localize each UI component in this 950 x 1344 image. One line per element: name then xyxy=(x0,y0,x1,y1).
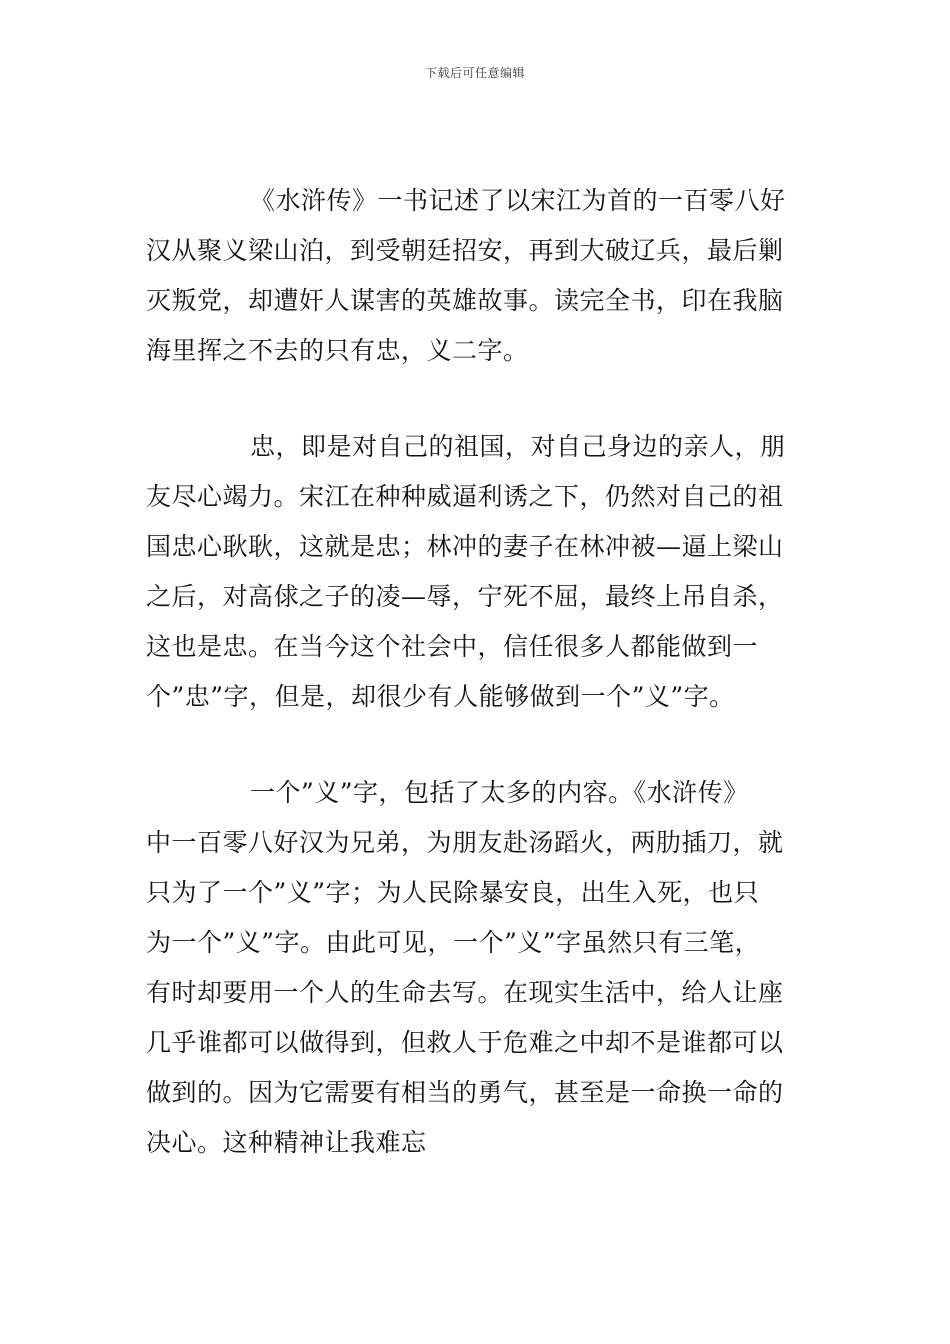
text-line: 只为了一个”义”字；为人民除暴安良，出生入死，也只 xyxy=(146,878,760,907)
text-line: 几乎谁都可以做得到，但救人于危难之中却不是谁都可以 xyxy=(146,1028,784,1057)
text-line: 海里挥之不去的只有忠，义二字。 xyxy=(146,336,529,365)
text-line: 做到的。因为它需要有相当的勇气，甚至是一命换一命的 xyxy=(146,1078,784,1107)
text-line: 个”忠”字，但是，却很少有人能够做到一个”义”字。 xyxy=(146,682,735,711)
text-line: 友尽心竭力。宋江在种种威逼利诱之下，仍然对自己的祖 xyxy=(146,482,784,511)
paragraph-3 xyxy=(146,768,816,1168)
text-line: 国忠心耿耿，这就是忠；林冲的妻子在林冲被—逼上梁山 xyxy=(146,532,784,561)
page-header-note: 下载后可任意编辑 xyxy=(424,66,525,80)
paragraph-1 xyxy=(146,176,816,376)
document-body xyxy=(146,176,816,1214)
text-line: 有时却要用一个人的生命去写。在现实生活中，给人让座 xyxy=(146,978,784,1007)
text-line: 为一个”义”字。由此可见，一个”义”字虽然只有三笔， xyxy=(146,928,761,957)
text-line: 《水浒传》一书记述了以宋江为首的一百零八好 xyxy=(250,186,786,215)
text-line: 忠，即是对自己的祖国，对自己身边的亲人，朋 xyxy=(250,432,786,461)
text-line: 中一百零八好汉为兄弟，为朋友赴汤蹈火，两肋插刀，就 xyxy=(146,828,784,857)
text-line: 一个”义”字，包括了太多的内容。《水浒传》 xyxy=(250,778,749,807)
text-line: 决心。这种精神让我难忘 xyxy=(146,1128,427,1157)
text-line: 灭叛党，却遭奸人谋害的英雄故事。读完全书，印在我脑 xyxy=(146,286,784,315)
text-line: 这也是忠。在当今这个社会中，信任很多人都能做到一 xyxy=(146,632,759,661)
text-line: 之后，对高俅之子的凌—辱，宁死不屈，最终上吊自杀， xyxy=(146,582,784,611)
paragraph-2 xyxy=(146,422,816,722)
text-line: 汉从聚义梁山泊，到受朝廷招安，再到大破辽兵，最后剿 xyxy=(146,236,784,265)
